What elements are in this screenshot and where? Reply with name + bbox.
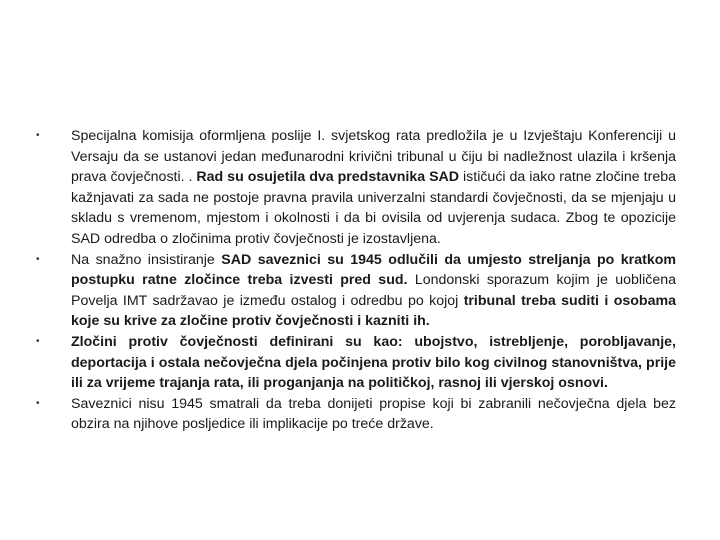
bullet-item-1 [36,126,676,250]
bullet-item-4 [36,394,676,435]
bullet-marker: • [36,253,40,265]
bullet-text [71,252,676,330]
bullet-text [71,396,676,433]
text-segment-bold: tribunal treba suditi i osobama koje su krive za zločine protiv čovječnosti i kazniti ih. [71,292,676,330]
bullet-text [71,334,676,391]
bullet-item-3 [36,332,676,394]
text-segment: ističući da iako ratne zločine treba kažnjavati za sada ne postoje pravna pravila univerzalni standardi čovječnosti, da se mjenjaju u skladu s vremenom, mjestom i okolnosti i da bi ovisila od uvjerenja sudaca. Zbog te opozicije SAD odredba o zločinima protiv čovječnosti je izostavljena. [71,169,676,247]
bullet-marker: • [36,397,40,409]
bullet-text [71,128,676,247]
text-segment: Londonski sporazum kojim je uobličena Povelja IMT sadržavao je između ostalog i odredbu po kojoj [71,272,677,309]
text-segment-bold: Rad su osujetila dva predstavnika SAD [196,169,460,186]
text-segment-bold: SAD saveznici su 1945 odlučili da umjesto streljanja po kratkom postupku ratne zločince treba izvesti pred sud. [71,251,676,289]
text-segment: Na snažno insistiranje [71,251,222,268]
text-segment-bold: Zločini protiv čovječnosti definirani su kao: ubojstvo, istrebljenje, porobljavanje, deportacija i ostala nečovječna djela počinjena protiv bilo kog civilnog stanovništva, prije ili za vrijeme trajanja rata, ili proganjanja na političkoj, rasnoj ili vjerskoj osnovi. [71,333,676,392]
bullet-marker: • [36,335,40,347]
text-segment: Saveznici nisu 1945 smatrali da treba donijeti propise koji bi zabranili nečovječna djela bez obzira na njihove posljedice ili implikacije po treće države. [71,395,676,433]
bullet-item-2 [36,250,676,332]
bullet-marker: • [36,130,40,141]
text-segment: Specijalna komisija oformljena poslije I. svjetskog rata predložila je u Izvještaju Konferenciji u Versaju da se ustanovi jedan međunarodni krivični tribunal u čiju bi nadležnost ulazila i kršenja prava čovječnosti. . [71,128,676,186]
bullet-list [36,126,676,435]
